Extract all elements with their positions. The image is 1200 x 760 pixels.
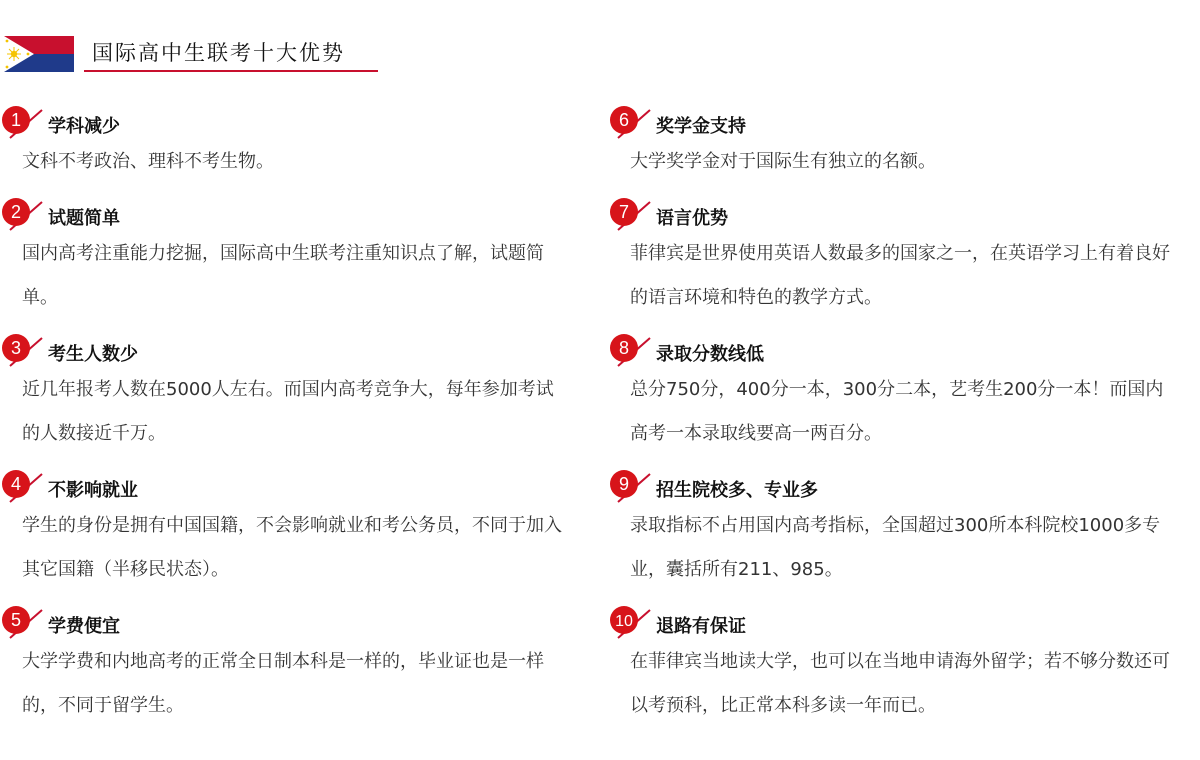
advantage-item-6 <box>610 104 1170 184</box>
advantage-title: 学科减少 <box>48 116 120 137</box>
svg-text:4: 4 <box>10 474 22 494</box>
advantage-item-5 <box>2 604 562 728</box>
svg-text:9: 9 <box>618 474 630 494</box>
svg-text:10: 10 <box>615 613 633 630</box>
advantage-item-4 <box>2 468 562 592</box>
advantage-item-2 <box>2 196 562 320</box>
advantage-description: 大学奖学金对于国际生有独立的名额。 <box>630 151 936 172</box>
advantage-title: 录取分数线低 <box>656 344 764 365</box>
svg-text:5: 5 <box>10 610 22 630</box>
advantage-item-3 <box>2 332 562 456</box>
advantage-title: 考生人数少 <box>48 344 138 365</box>
advantage-title: 语言优势 <box>656 208 728 229</box>
advantage-title: 学费便宜 <box>48 616 120 637</box>
advantage-title: 不影响就业 <box>48 480 138 501</box>
page-title: 国际高中生联考十大优势 <box>92 41 345 65</box>
advantage-description: 大学学费和内地高考的正常全日制本科是一样的，毕业证也是一样的，不同于留学生。 <box>22 651 544 716</box>
advantage-item-8 <box>610 332 1170 456</box>
advantage-item-7 <box>610 196 1170 320</box>
advantage-description: 近几年报考人数在5000人左右。而国内高考竞争大，每年参加考试的人数接近千万。 <box>22 379 554 444</box>
svg-text:6: 6 <box>618 110 630 130</box>
advantage-title: 奖学金支持 <box>656 116 746 137</box>
title-underline <box>84 70 378 72</box>
philippines-flag-icon <box>4 36 74 72</box>
advantage-description: 文科不考政治、理科不考生物。 <box>22 151 274 172</box>
advantage-title: 招生院校多、专业多 <box>656 480 818 501</box>
advantage-item-1 <box>2 104 562 184</box>
svg-text:8: 8 <box>618 338 630 358</box>
advantage-description: 总分750分，400分一本，300分二本，艺考生200分一本！而国内高考一本录取线要高一两百分。 <box>630 379 1164 444</box>
advantage-description: 在菲律宾当地读大学，也可以在当地申请海外留学；若不够分数还可以考预科，比正常本科多读一年而已。 <box>630 651 1170 716</box>
advantage-description: 菲律宾是世界使用英语人数最多的国家之一，在英语学习上有着良好的语言环境和特色的教学方式。 <box>630 243 1170 308</box>
advantage-item-10 <box>610 604 1170 728</box>
svg-text:2: 2 <box>10 202 22 222</box>
advantage-description: 国内高考注重能力挖掘，国际高中生联考注重知识点了解，试题简单。 <box>22 243 544 308</box>
advantage-description: 录取指标不占用国内高考指标，全国超过300所本科院校1000多专业，囊括所有211、985。 <box>630 515 1161 580</box>
svg-text:3: 3 <box>10 338 22 358</box>
advantage-title: 试题简单 <box>48 208 120 229</box>
svg-text:7: 7 <box>618 202 630 222</box>
page-header <box>0 0 1200 80</box>
advantage-description: 学生的身份是拥有中国国籍，不会影响就业和考公务员，不同于加入其它国籍（半移民状态）。 <box>22 515 562 580</box>
svg-text:1: 1 <box>10 110 22 130</box>
advantage-item-9 <box>610 468 1170 592</box>
advantage-title: 退路有保证 <box>656 616 746 637</box>
